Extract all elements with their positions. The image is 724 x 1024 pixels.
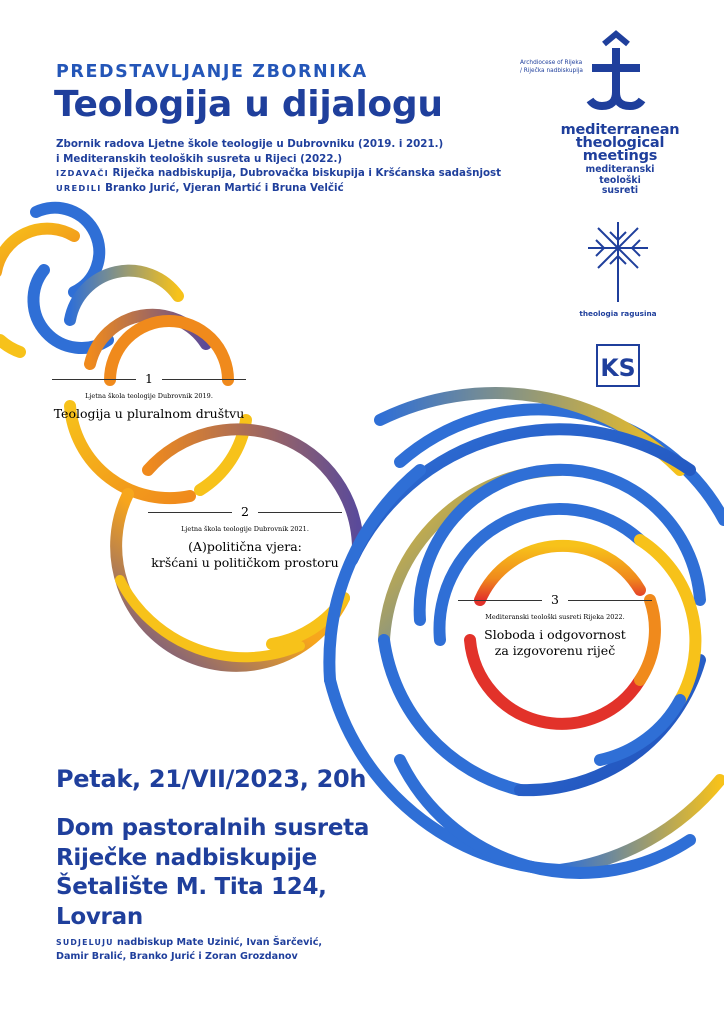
archdiocese-line-2: / Riječka nadbiskupija [520, 67, 583, 74]
archdiocese-line-1: Archdiocese of Rijeka [520, 60, 583, 66]
participants-label: SUDJELUJU [56, 938, 114, 947]
chapter-1-title: Teologija u pluralnom društvu [53, 406, 245, 421]
chapter-3-title-line-1: Sloboda i odgovornost [484, 627, 626, 642]
participants-line-1: nadbiskup Mate Uzinić, Ivan Šarčević, [117, 937, 323, 948]
chapter-1 [52, 372, 246, 422]
chapter-1-number-row [52, 372, 246, 386]
mts-line-1: mediteranski [585, 164, 655, 175]
mtm-line-2: theological [575, 135, 665, 151]
chapter-2-number-row [148, 505, 342, 519]
editors-label: UREDILI [56, 182, 102, 193]
publishers-label: IZDAVAČI [56, 168, 109, 178]
venue-line-4: Lovran [56, 903, 143, 930]
chapter-2-number: 2 [241, 504, 249, 519]
chapter-1-event: Ljetna škola teologije Dubrovnik 2019. [85, 392, 213, 400]
chapter-2-title-line-2: kršćani u političkom prostoru [151, 555, 339, 570]
chapter-3-rule-right [568, 600, 652, 601]
chapter-3-rule-left [458, 600, 542, 601]
venue-line-3: Šetalište M. Tita 124, [56, 874, 327, 900]
mts-line-3: susreti [601, 185, 639, 196]
page-title: Teologija u dijalogu [54, 84, 443, 125]
chapter-1-rule-left [52, 379, 136, 380]
theologia-ragusina-label: theologia ragusina [579, 309, 657, 318]
event-venue [56, 814, 369, 932]
chapter-2-rule-left [148, 512, 232, 513]
chapter-3 [458, 593, 652, 659]
chapter-1-number: 1 [145, 371, 153, 386]
participants [56, 936, 322, 963]
venue-line-2: Riječke nadbiskupije [56, 844, 317, 871]
mts-line-2: teološki [599, 174, 641, 186]
chapter-1-rule-right [162, 379, 246, 380]
venue-line-1: Dom pastoralnih susreta [56, 815, 370, 841]
info-line-1: Zbornik radova Ljetne škole teologije u Dubrovniku (2019. i 2021.) [56, 138, 444, 150]
mtm-line-3: meetings [582, 148, 658, 164]
event-kicker: PREDSTAVLJANJE ZBORNIKA [56, 62, 368, 82]
event-date: Petak, 21/VII/2023, 20h [56, 765, 367, 793]
editors-row [56, 181, 501, 196]
mtm-line-1: mediterranean [560, 122, 680, 138]
chapter-2-event: Ljetna škola teologije Dubrovnik 2021. [181, 525, 309, 533]
participants-row-1 [56, 936, 322, 950]
theologia-ragusina-cross-icon [584, 218, 652, 306]
archdiocese-logo-text [520, 60, 583, 75]
archdiocese-t-logo-icon [586, 30, 646, 110]
chapter-3-number: 3 [551, 592, 559, 607]
chapter-3-title-line-2: za izgovorenu riječ [494, 643, 616, 658]
chapter-3-event: Mediteranski teološki susreti Rijeka 2022. [485, 613, 625, 621]
editors-value: Branko Jurić, Vjeran Martić i Bruna Velčić [105, 181, 344, 194]
chapter-2 [148, 505, 342, 571]
publishers-row [56, 166, 501, 181]
ks-publisher-logo-icon [596, 344, 640, 387]
participants-line-2: Damir Bralić, Branko Jurić i Zoran Grozdanov [56, 950, 298, 962]
chapter-2-title-line-1: (A)politična vjera: [188, 539, 302, 554]
chapter-2-rule-right [258, 512, 342, 513]
svg-text:KS: KS [600, 353, 636, 382]
chapter-3-number-row [458, 593, 652, 607]
publishers-value: Riječka nadbiskupija, Dubrovačka biskupija i Kršćanska sadašnjost [112, 167, 502, 179]
mtm-logo-text [540, 124, 700, 197]
info-line-2: i Mediteranskih teoloških susreta u Rijeci (2022.) [56, 152, 343, 165]
publication-info [56, 137, 501, 195]
